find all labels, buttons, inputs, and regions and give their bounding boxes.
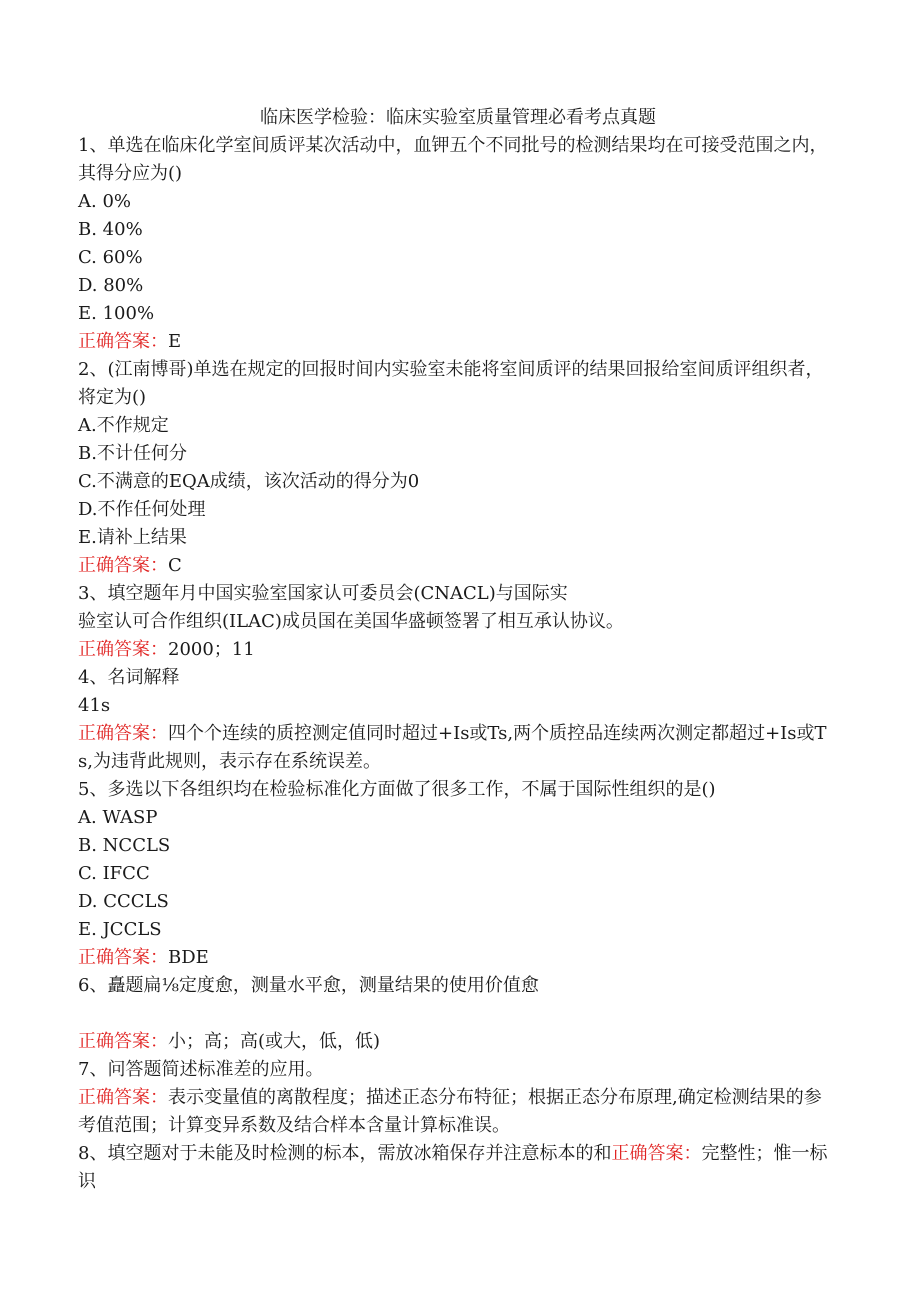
- question-2-option-b: B.不计任何分: [78, 443, 187, 464]
- question-8-stem: 8、填空题对于未能及时检测的标本，需放冰箱保存并注意标本的和: [78, 1143, 612, 1164]
- question-2-option-e: E.请补上结果: [78, 527, 187, 548]
- question-6-answer: [78, 1028, 838, 1056]
- blank-space: [78, 1000, 838, 1028]
- question-3-answer: [78, 636, 838, 664]
- question-1-option-b: B. 40%: [78, 219, 143, 240]
- question-2-stem: 2、(江南博哥)单选在规定的回报时间内实验室未能将室间质评的结果回报给室间质评组织者，将定为(): [78, 359, 824, 408]
- question-2-option-a: A.不作规定: [78, 415, 169, 436]
- question-1-stem: 1、单选在临床化学室间质评某次活动中，血钾五个不同批号的检测结果均在可接受范围之内，其得分应为(): [78, 135, 828, 184]
- question-1-answer: [78, 328, 838, 356]
- answer-value: 完整性；惟一标识: [78, 1143, 828, 1192]
- question-1-option-a: A. 0%: [78, 191, 131, 212]
- question-2-option-d: D.不作任何处理: [78, 499, 206, 520]
- question-5-option-b: B. NCCLS: [78, 835, 171, 856]
- question-4-stem: 4、名词解释: [78, 667, 180, 688]
- question-7-stem: 7、问答题简述标准差的应用。: [78, 1059, 324, 1080]
- answer-value: E: [168, 331, 182, 352]
- question-5-option-a: A. WASP: [78, 807, 158, 828]
- question-5-option-c: C. IFCC: [78, 863, 150, 884]
- answer-value: C: [168, 555, 182, 576]
- question-1-option-c: C. 60%: [78, 247, 143, 268]
- answer-label: 正确答案：: [78, 331, 168, 352]
- question-4-term: 41s: [78, 695, 111, 716]
- answer-label: 正确答案：: [611, 1143, 702, 1164]
- answer-label: 正确答案：: [78, 1087, 168, 1108]
- question-5-answer: [78, 944, 838, 972]
- question-5-option-e: E. JCCLS: [78, 919, 162, 940]
- question-3-stem-line-2: 验室认可合作组织(ILAC)成员国在美国华盛顿签署了相互承认协议。: [78, 611, 624, 632]
- question-5-option-d: D. CCCLS: [78, 891, 169, 912]
- question-1-option-d: D. 80%: [78, 275, 144, 296]
- answer-value: BDE: [168, 947, 209, 968]
- answer-value: 四个个连续的质控测定值同时超过+Is或Ts,两个质控品连续两次测定都超过+Is或Ts,为违背此规则，表示存在系统误差。: [78, 723, 827, 772]
- answer-label: 正确答案：: [78, 555, 168, 576]
- answer-label: 正确答案：: [78, 723, 168, 744]
- page-title: 临床医学检验：临床实验室质量管理必看考点真题: [260, 107, 656, 128]
- question-4-answer: [78, 720, 838, 776]
- question-2-answer: [78, 552, 838, 580]
- answer-label: 正确答案：: [78, 947, 168, 968]
- answer-label: 正确答案：: [78, 639, 168, 660]
- question-3-stem-line-1: 3、填空题年月中国实验室国家认可委员会(CNACL)与国际实: [78, 583, 568, 604]
- question-8: [78, 1140, 838, 1196]
- answer-label: 正确答案：: [78, 1031, 168, 1052]
- answer-value: 2000；11: [168, 639, 255, 660]
- document-page: [78, 104, 838, 1196]
- question-1-option-e: E. 100%: [78, 303, 155, 324]
- answer-value: 小；高；高(或大，低，低): [168, 1031, 381, 1052]
- question-6-stem: 6、矗题扁⅛定度愈，测量水平愈，测量结果的使用价值愈: [78, 975, 539, 996]
- question-5-stem: 5、多选以下各组织均在检验标准化方面做了很多工作，不属于国际性组织的是(): [78, 779, 716, 800]
- question-2-option-c: C.不满意的EQA成绩，该次活动的得分为0: [78, 471, 420, 492]
- question-7-answer: [78, 1084, 838, 1140]
- answer-value: 表示变量值的离散程度；描述正态分布特征；根据正态分布原理,确定检测结果的参考值范围；计算变异系数及结合样本含量计算标准误。: [78, 1087, 822, 1136]
